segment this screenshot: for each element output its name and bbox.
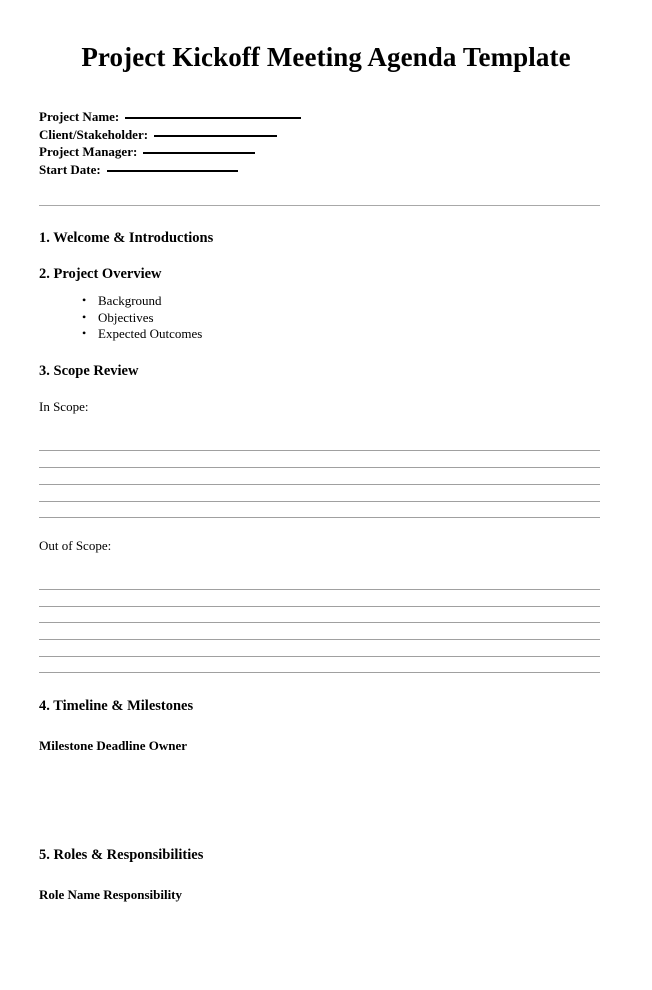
writing-line[interactable]: [39, 573, 600, 590]
list-item: [82, 310, 613, 327]
table-column-header-deadline: Deadline: [96, 738, 149, 754]
writing-line[interactable]: [39, 623, 600, 640]
meta-label-client-stakeholder: Client/Stakeholder:: [39, 126, 149, 142]
timeline-table-header: [39, 737, 613, 754]
writing-line[interactable]: [39, 590, 600, 607]
writing-line[interactable]: [39, 607, 600, 624]
page-title: Project Kickoff Meeting Agenda Template: [81, 42, 571, 72]
writing-line[interactable]: [39, 485, 600, 502]
out-of-scope-label: Out of Scope:: [39, 538, 112, 554]
in-scope-writing-lines[interactable]: [39, 435, 613, 518]
meta-label-start-date: Start Date:: [39, 161, 101, 177]
writing-line[interactable]: [39, 468, 600, 485]
project-overview-bullet-list: [39, 293, 613, 343]
header-divider: [39, 205, 600, 206]
table-column-header-owner: Owner: [148, 738, 188, 754]
meta-input-project-name[interactable]: [125, 106, 301, 119]
writing-line[interactable]: [39, 451, 600, 468]
writing-line[interactable]: [39, 657, 600, 674]
table-column-header-role-name: Role Name: [39, 887, 104, 903]
out-of-scope-writing-lines[interactable]: [39, 573, 613, 673]
meta-field-project-name: [39, 108, 613, 126]
meta-input-client-stakeholder[interactable]: [154, 124, 277, 137]
meta-label-project-manager: Project Manager:: [39, 144, 138, 159]
meta-input-project-manager[interactable]: [143, 141, 255, 154]
writing-line[interactable]: [39, 502, 600, 519]
roles-table-body[interactable]: [39, 903, 613, 963]
list-item: [82, 326, 613, 343]
bullet-label: Expected Outcomes: [98, 326, 203, 342]
writing-line[interactable]: [39, 435, 600, 452]
roles-table-header: [39, 886, 613, 903]
meta-label-project-name: Project Name:: [39, 109, 120, 124]
timeline-table-body[interactable]: [39, 754, 613, 822]
meta-field-client-stakeholder: [39, 126, 613, 144]
meta-input-start-date[interactable]: [107, 159, 238, 172]
project-meta-fields: [39, 108, 613, 178]
list-item: [82, 293, 613, 310]
meta-field-start-date: [39, 161, 613, 179]
table-column-header-responsibility: Responsibility: [103, 887, 183, 903]
bullet-label: Objectives: [98, 309, 154, 325]
section-heading-project-overview: 2. Project Overview: [39, 266, 162, 282]
section-heading-scope-review: 3. Scope Review: [39, 362, 139, 379]
section-heading-roles-responsibilities: 5. Roles & Responsibilities: [39, 847, 204, 864]
table-column-header-milestone: Milestone: [39, 738, 97, 754]
section-heading-welcome-introductions: 1. Welcome & Introductions: [39, 230, 214, 246]
bullet-label: Background: [98, 293, 162, 308]
section-heading-timeline-milestones: 4. Timeline & Milestones: [39, 698, 194, 715]
in-scope-label: In Scope:: [39, 398, 89, 414]
writing-line[interactable]: [39, 640, 600, 657]
